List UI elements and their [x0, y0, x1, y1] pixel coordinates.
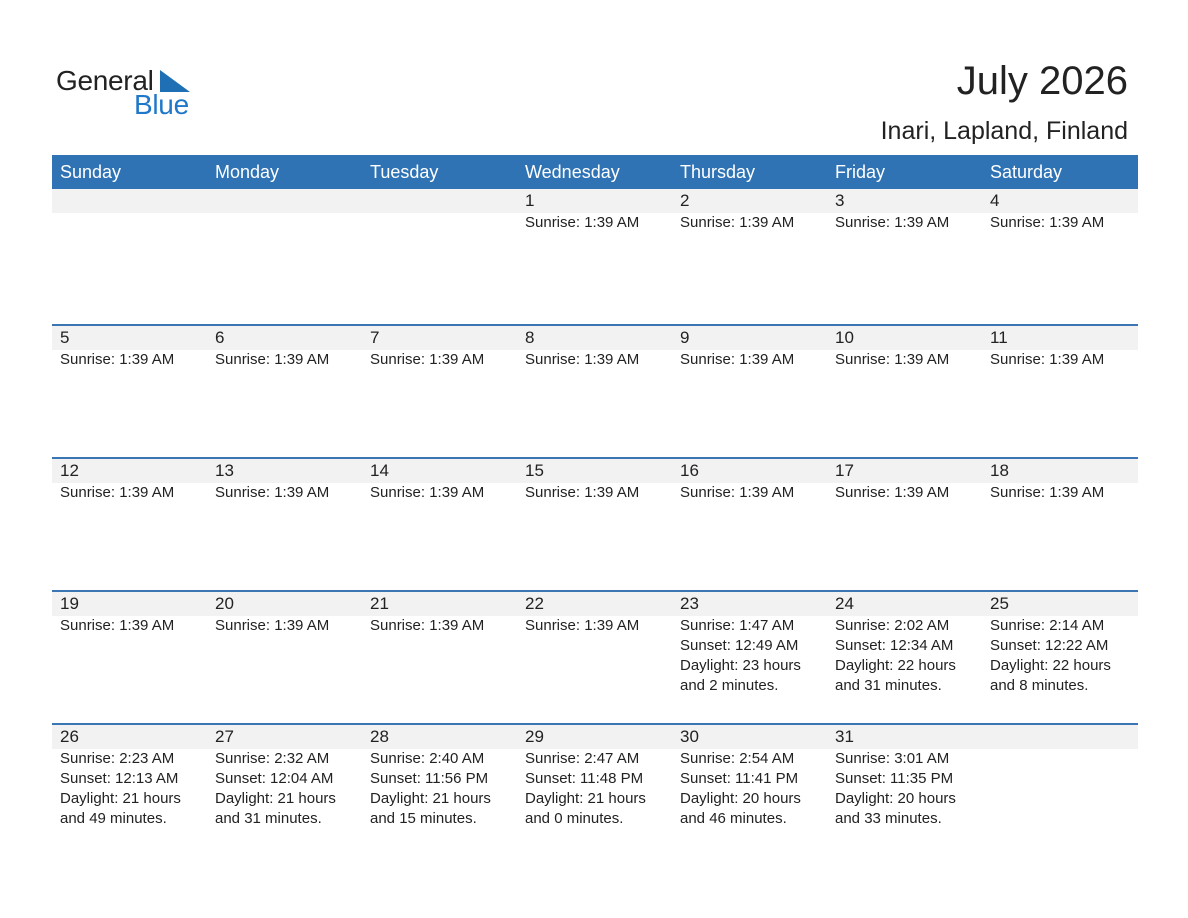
day-info-line: Sunrise: 2:14 AM [990, 617, 1105, 634]
day-info-line: Sunrise: 2:32 AM [215, 750, 330, 767]
day-cell-5 [52, 326, 207, 370]
day-number: 13 [215, 461, 234, 480]
day-cell-7 [362, 326, 517, 370]
day-number: 8 [525, 328, 535, 347]
day-info-line: Sunset: 12:22 AM [990, 637, 1109, 654]
day-info-line: Daylight: 21 hours [370, 790, 491, 807]
day-info-line: Sunrise: 1:39 AM [370, 617, 485, 634]
day-info-line: Sunrise: 1:39 AM [370, 484, 485, 501]
day-info-line: Daylight: 22 hours [835, 657, 956, 674]
day-info-line: Sunrise: 1:39 AM [525, 214, 640, 231]
day-info-line: Sunrise: 1:47 AM [680, 617, 795, 634]
day-cell-11 [982, 326, 1137, 370]
day-info-line: and 33 minutes. [835, 810, 942, 827]
week-row [52, 723, 1138, 853]
day-cell-17 [827, 459, 982, 503]
day-number: 5 [60, 328, 70, 347]
day-cell-12 [52, 459, 207, 503]
day-cell-10 [827, 326, 982, 370]
day-number: 4 [990, 191, 1000, 210]
day-info-line: Sunrise: 1:39 AM [680, 484, 795, 501]
day-info-line: Sunrise: 2:23 AM [60, 750, 175, 767]
day-info-line: Sunrise: 1:39 AM [680, 214, 795, 231]
day-number: 25 [990, 594, 1009, 613]
day-number: 7 [370, 328, 380, 347]
day-number: 9 [680, 328, 690, 347]
day-info-line: Sunrise: 1:39 AM [370, 351, 485, 368]
day-number: 2 [680, 191, 690, 210]
day-cell-23 [672, 592, 827, 696]
day-number: 12 [60, 461, 79, 480]
day-cell-4 [982, 189, 1137, 233]
day-info-line: Daylight: 20 hours [835, 790, 956, 807]
week-row [52, 189, 1138, 324]
day-info-line: Daylight: 22 hours [990, 657, 1111, 674]
day-info-line: Sunset: 12:04 AM [215, 770, 334, 787]
day-info-line: Sunrise: 1:39 AM [60, 351, 175, 368]
day-info-line: Daylight: 21 hours [525, 790, 646, 807]
day-number: 11 [990, 328, 1008, 347]
location-subtitle: Inari, Lapland, Finland [880, 117, 1128, 145]
day-cell-28 [362, 725, 517, 829]
day-cell-26 [52, 725, 207, 829]
day-number: 22 [525, 594, 544, 613]
weekday-thursday: Thursday [680, 162, 756, 182]
day-info-line: Sunrise: 1:39 AM [990, 351, 1105, 368]
day-cell-16 [672, 459, 827, 503]
logo-text-blue: Blue [134, 89, 189, 120]
day-cell-31 [827, 725, 982, 829]
day-cell-9 [672, 326, 827, 370]
day-info-line: Sunrise: 1:39 AM [215, 617, 330, 634]
day-info-line: Sunset: 11:56 PM [370, 770, 489, 787]
day-number: 16 [680, 461, 699, 480]
day-info-line: and 15 minutes. [370, 810, 477, 827]
day-info-line: Sunrise: 1:39 AM [680, 351, 795, 368]
day-number: 28 [370, 727, 389, 746]
day-info-line: and 2 minutes. [680, 677, 779, 694]
day-info-line: Daylight: 21 hours [60, 790, 181, 807]
day-number: 3 [835, 191, 845, 210]
day-info-line: Daylight: 20 hours [680, 790, 801, 807]
week-row [52, 457, 1138, 590]
day-info-line: Sunrise: 1:39 AM [525, 351, 640, 368]
day-cell-18 [982, 459, 1137, 503]
weekday-header [52, 155, 1138, 189]
brand-logo [56, 66, 206, 120]
week-row [52, 590, 1138, 723]
day-number: 20 [215, 594, 234, 613]
day-info-line: and 46 minutes. [680, 810, 787, 827]
day-cell-13 [207, 459, 362, 503]
day-info-line: Sunrise: 1:39 AM [215, 484, 330, 501]
day-info-line: Sunrise: 2:54 AM [680, 750, 795, 767]
day-info-line: and 31 minutes. [215, 810, 322, 827]
day-info-line: Sunset: 12:49 AM [680, 637, 799, 654]
day-number [215, 189, 362, 213]
day-info-line: Sunrise: 3:01 AM [835, 750, 950, 767]
day-cell-8 [517, 326, 672, 370]
weekday-saturday: Saturday [990, 162, 1063, 182]
calendar-grid [52, 155, 1138, 853]
day-number: 10 [835, 328, 854, 347]
day-cell-6 [207, 326, 362, 370]
day-number: 30 [680, 727, 699, 746]
day-info-line: and 49 minutes. [60, 810, 167, 827]
day-info-line: Sunrise: 2:47 AM [525, 750, 640, 767]
day-info-line: Sunrise: 1:39 AM [525, 617, 640, 634]
day-cell-27 [207, 725, 362, 829]
day-number: 23 [680, 594, 699, 613]
day-number: 14 [370, 461, 389, 480]
day-cell-2 [672, 189, 827, 233]
day-number: 29 [525, 727, 544, 746]
weekday-friday: Friday [835, 162, 886, 182]
day-info-line: Sunrise: 1:39 AM [525, 484, 640, 501]
weekday-tuesday: Tuesday [370, 162, 439, 182]
day-info-line: Sunset: 11:35 PM [835, 770, 954, 787]
day-info-line: and 8 minutes. [990, 677, 1089, 694]
day-info-line: and 31 minutes. [835, 677, 942, 694]
weekday-sunday: Sunday [60, 162, 122, 182]
day-number: 19 [60, 594, 79, 613]
day-cell-29 [517, 725, 672, 829]
day-cell-14 [362, 459, 517, 503]
day-number: 17 [835, 461, 854, 480]
day-cell-19 [52, 592, 207, 696]
day-info-line: Sunrise: 1:39 AM [215, 351, 330, 368]
day-info-line: Daylight: 23 hours [680, 657, 801, 674]
day-cell-15 [517, 459, 672, 503]
day-cell-20 [207, 592, 362, 696]
day-info-line: Sunset: 11:41 PM [680, 770, 799, 787]
day-info-line: Sunrise: 1:39 AM [990, 214, 1105, 231]
day-cell-24 [827, 592, 982, 696]
day-cell-3 [827, 189, 982, 233]
day-info-line: Sunrise: 1:39 AM [835, 484, 950, 501]
weekday-wednesday: Wednesday [525, 162, 620, 182]
day-cell-25 [982, 592, 1137, 696]
day-info-line: Sunrise: 2:02 AM [835, 617, 950, 634]
day-info-line: Sunset: 11:48 PM [525, 770, 644, 787]
day-cell-22 [517, 592, 672, 696]
day-info-line: and 0 minutes. [525, 810, 624, 827]
day-info-line: Sunrise: 1:39 AM [60, 484, 175, 501]
day-number: 6 [215, 328, 225, 347]
day-number: 24 [835, 594, 854, 613]
day-number: 21 [370, 594, 389, 613]
day-number: 15 [525, 461, 544, 480]
logo-text-general: General [56, 65, 154, 96]
day-number: 31 [835, 727, 854, 746]
day-number: 1 [525, 191, 535, 210]
day-cell-21 [362, 592, 517, 696]
day-info-line: Sunrise: 1:39 AM [835, 214, 950, 231]
day-info-line: Sunrise: 1:39 AM [60, 617, 175, 634]
day-number [990, 725, 1137, 749]
day-info-line: Sunrise: 2:40 AM [370, 750, 485, 767]
day-cell-1 [517, 189, 672, 233]
day-number [60, 189, 207, 213]
day-number: 26 [60, 727, 79, 746]
calendar-weeks [52, 189, 1138, 853]
day-cell-empty [362, 189, 517, 233]
day-number: 18 [990, 461, 1009, 480]
day-number [370, 189, 517, 213]
day-info-line: Sunset: 12:34 AM [835, 637, 954, 654]
day-cell-empty [982, 725, 1137, 829]
day-cell-empty [52, 189, 207, 233]
weekday-monday: Monday [215, 162, 280, 182]
day-info-line: Sunrise: 1:39 AM [990, 484, 1105, 501]
day-info-line: Daylight: 21 hours [215, 790, 336, 807]
day-info-line: Sunset: 12:13 AM [60, 770, 179, 787]
day-info-line: Sunrise: 1:39 AM [835, 351, 950, 368]
day-cell-30 [672, 725, 827, 829]
week-row [52, 324, 1138, 457]
day-cell-empty [207, 189, 362, 233]
day-number: 27 [215, 727, 234, 746]
page-title: July 2026 [956, 59, 1128, 103]
